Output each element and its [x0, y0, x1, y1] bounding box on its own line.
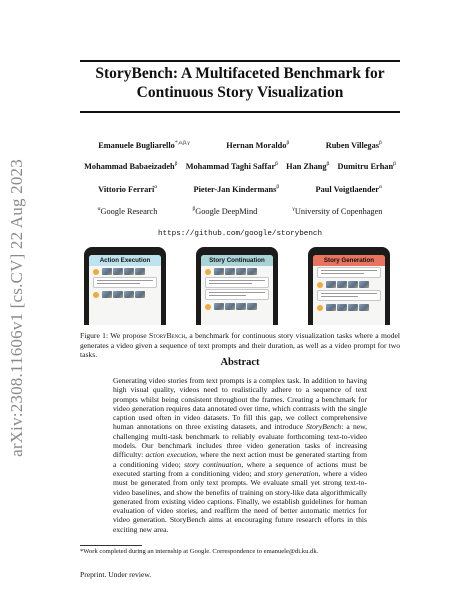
- author: Vittorio Ferrari$^\alpha$: [98, 184, 158, 194]
- phone-header: Story Continuation: [201, 255, 273, 266]
- author-row-2: [80, 161, 400, 171]
- phone-header: Action Execution: [89, 255, 161, 266]
- author-row-3: [80, 184, 400, 194]
- affiliation: $^\gamma$University of Copenhagen: [292, 206, 383, 216]
- author: Ruben Villegas$^\beta$: [325, 140, 382, 150]
- author: Dumitru Erhan$^\beta$: [337, 161, 396, 171]
- video-strip: [89, 266, 161, 276]
- abstract-body: Generating video stories from text prompts is a complex task. In addition to having high visual quality, videos need to realistically adhere to a sequence of text prompts whilst being consistent throughout the frames. Creating a benchmark for video generation requires data annotated over time, which contrasts with the single caption used often in video datasets. To fill this gap, we collect comprehensive human annotations on three existing datasets, and introduce StoryBench: a new, challenging multi-task benchmark to reliably evaluate forthcoming text-to-video models. Our benchmark includes three video generation tasks of increasing difficulty: action execution, where the next action must be generated starting from a conditioning video; story continuation, where a sequence of actions must be executed starting from a conditioning video; and story generation, where a video must be generated from only text prompts. We evaluate small yet strong text-to-video baselines, and show the benefits of training on story-like data algorithmically generated from existing video captions. Finally, we establish guidelines for human evaluation of video stories, and reaffirm the need of better automatic metrics for video generation. StoryBench aims at encouraging future research efforts in this exciting new area.: [113, 376, 367, 534]
- phone-screen: [89, 255, 161, 325]
- title-top-rule: [80, 60, 400, 62]
- avatar-icon: [317, 305, 323, 311]
- preprint-notice: Preprint. Under review.: [80, 570, 152, 579]
- phone-header: Story Generation: [313, 255, 385, 266]
- avatar-icon: [317, 282, 323, 288]
- avatar-icon: [93, 269, 99, 275]
- text-prompt-bubble: [93, 277, 157, 288]
- arxiv-identifier: arXiv:2308.11606v1 [cs.CV] 22 Aug 2023: [7, 159, 26, 457]
- affiliation: $^\beta$Google DeepMind: [192, 206, 258, 216]
- affiliations: [80, 206, 400, 216]
- video-strip: [313, 279, 385, 289]
- phone-story-continuation: [196, 247, 278, 325]
- paper-title: StoryBench: A Multifaceted Benchmark for Continuous Story Visualization: [95, 65, 385, 101]
- phone-screen: [201, 255, 273, 325]
- phone-screen: [313, 255, 385, 325]
- phone-story-generation: [308, 247, 390, 325]
- video-strip: [89, 289, 161, 299]
- figure-caption: Figure 1: We propose StoryBench, a benchmark for continuous story visualization tasks where a model generates a video given a sequence of text prompts and their duration, as well as a video prompt for two tasks.: [80, 331, 400, 360]
- affiliation: $^\alpha$Google Research: [97, 206, 158, 216]
- video-strip: [201, 266, 273, 276]
- footnote: *Work completed during an internship at Google. Correspondence to emanuele@di.ku.dk.: [80, 548, 319, 555]
- text-prompt-bubble: [317, 267, 381, 278]
- text-prompt-bubble: [317, 290, 381, 301]
- author: Paul Voigtlaender$^\alpha$: [315, 184, 382, 194]
- video-strip: [313, 302, 385, 312]
- avatar-icon: [205, 304, 211, 310]
- footnote-rule: [80, 545, 142, 546]
- author: Emanuele Bugliarello$^{*,\alpha,\beta,\gamma}$: [98, 140, 190, 150]
- avatar-icon: [93, 292, 99, 298]
- author: Pieter-Jan Kindermans$^\beta$: [193, 184, 280, 194]
- title-bottom-rule: [80, 111, 400, 113]
- author: Mohammad Babaeizadeh$^\beta$: [84, 161, 178, 171]
- author-row-1: [80, 140, 400, 150]
- text-prompt-bubble: [205, 277, 269, 288]
- author: Mohammad Taghi Saffar$^\beta$: [185, 161, 278, 171]
- text-prompt-bubble: [205, 289, 269, 300]
- video-strip: [201, 301, 273, 311]
- author: Han Zhang$^\beta$: [286, 161, 330, 171]
- author: Hernan Moraldo$^\beta$: [226, 140, 290, 150]
- github-link[interactable]: https://github.com/google/storybench: [157, 230, 323, 238]
- avatar-icon: [205, 269, 211, 275]
- phone-action-execution: [84, 247, 166, 325]
- abstract-heading: Abstract: [220, 357, 260, 368]
